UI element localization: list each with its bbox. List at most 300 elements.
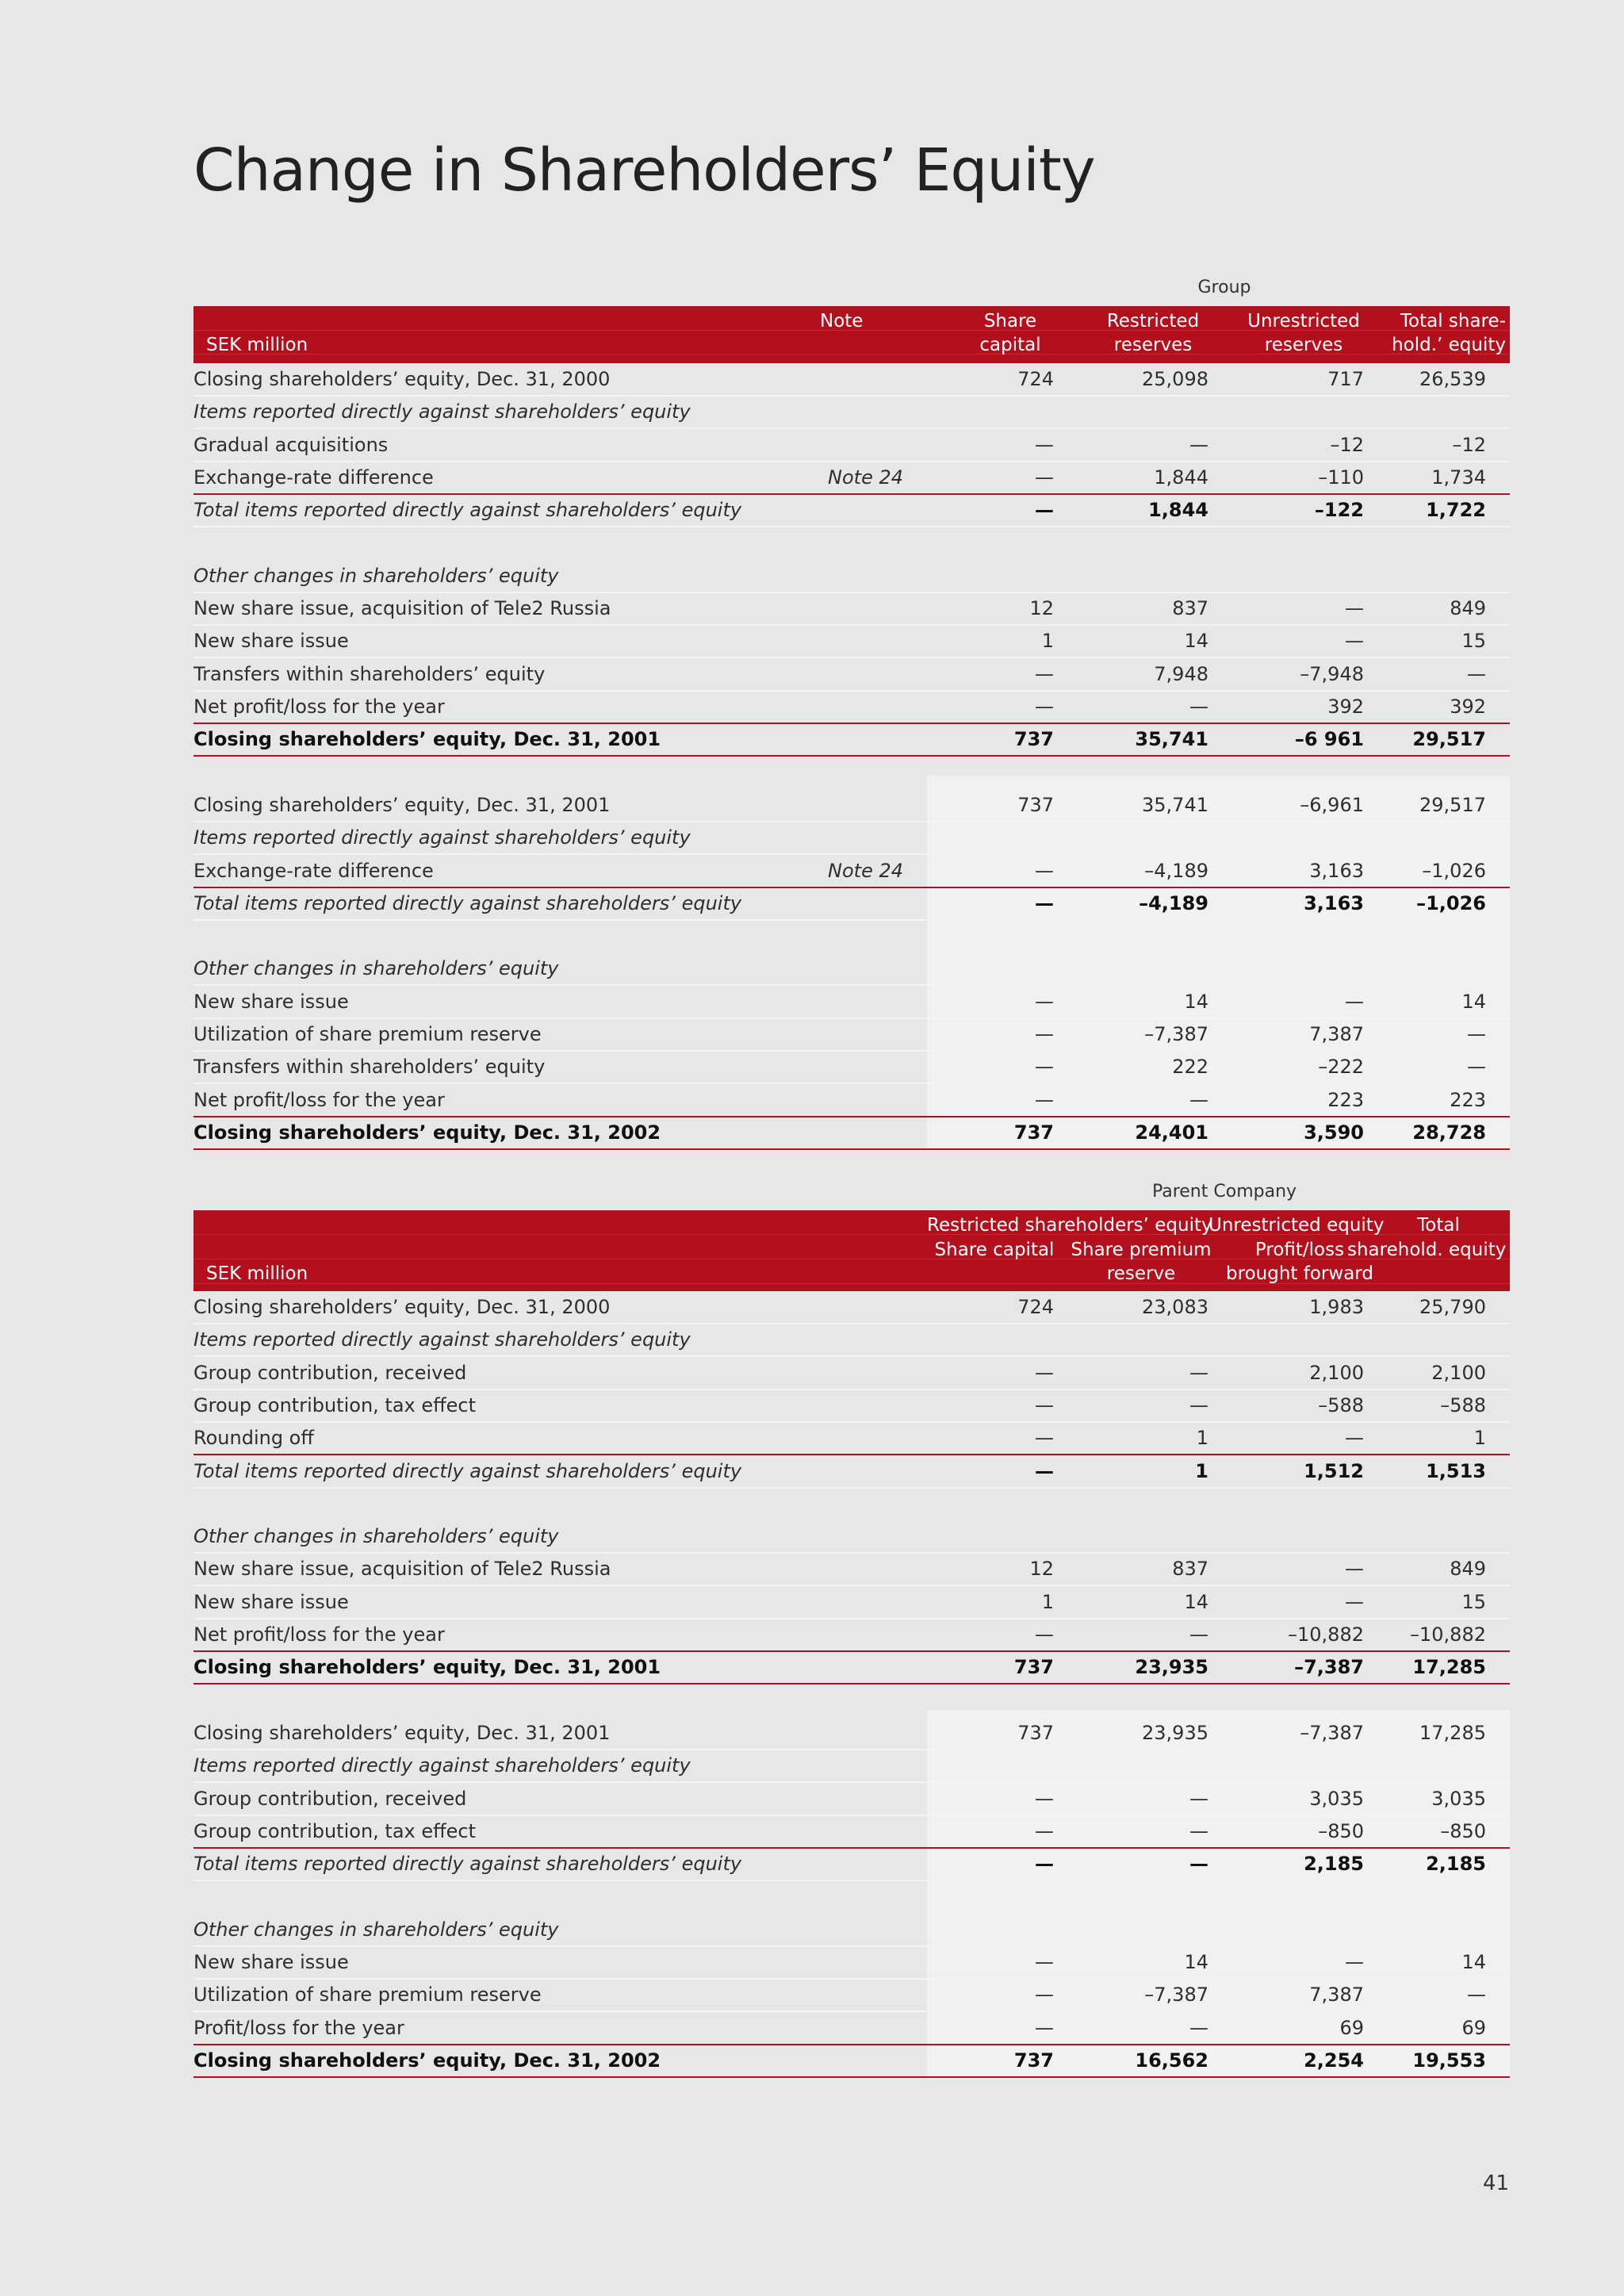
cell-col-1: 737 <box>1013 1121 1054 1144</box>
cell-col-4: –1,026 <box>1422 859 1486 882</box>
cell-col-4: –850 <box>1440 1819 1486 1842</box>
cell-col-4: 849 <box>1450 597 1486 620</box>
cell-col-2: — <box>1189 2016 1208 2039</box>
cell-col-1: — <box>1035 1951 1054 1973</box>
header-unrestricted-1: Unrestricted <box>1247 311 1360 332</box>
cell-col-1: — <box>1035 1361 1054 1384</box>
cell-col-2: 25,098 <box>1142 368 1208 390</box>
cell-col-4: 1 <box>1473 1427 1486 1450</box>
cell-col-1: — <box>1035 696 1054 718</box>
row-note <box>800 1816 903 1847</box>
row-label: Rounding off <box>193 1427 314 1450</box>
cell-col-3: 2,254 <box>1304 2049 1364 2072</box>
header-total-1: Total share- <box>1400 311 1506 332</box>
row-label: Closing shareholders’ equity, Dec. 31, 2001 <box>193 728 661 751</box>
cell-col-4 <box>1367 921 1486 952</box>
cell-col-4: 392 <box>1450 696 1486 718</box>
row-note <box>800 659 903 690</box>
row-note <box>800 528 903 559</box>
cell-col-2 <box>1066 1915 1208 1945</box>
cell-col-2: 7,948 <box>1154 662 1208 685</box>
cell-col-4: 849 <box>1450 1558 1486 1581</box>
cell-col-2: 14 <box>1184 990 1208 1013</box>
cell-col-4: 26,539 <box>1419 368 1486 390</box>
header-share-capital-2: capital <box>979 335 1041 355</box>
cell-col-1: — <box>1035 662 1054 685</box>
cell-col-4: 14 <box>1461 990 1486 1013</box>
cell-col-1 <box>911 1685 1054 1716</box>
cell-col-1: — <box>1035 1819 1054 1842</box>
table-row <box>193 790 1510 822</box>
cell-col-1: 1 <box>1041 1590 1054 1613</box>
cell-col-3: 223 <box>1327 1088 1364 1111</box>
row-note <box>800 822 903 853</box>
cell-col-1 <box>911 822 1054 853</box>
parent-equity-table <box>193 1179 1510 2083</box>
table-row <box>193 1390 1510 1423</box>
cell-col-1 <box>911 528 1054 559</box>
row-note <box>800 1750 903 1781</box>
cell-col-3: –222 <box>1318 1056 1364 1079</box>
row-note <box>800 2013 903 2044</box>
cell-col-2: — <box>1189 1393 1208 1416</box>
row-label: Closing shareholders’ equity, Dec. 31, 2001 <box>193 1656 661 1679</box>
row-label: Utilization of share premium reserve <box>193 1984 542 2007</box>
table-row <box>193 1324 1510 1357</box>
row-label: Items reported directly against shareholders’ equity <box>193 401 691 424</box>
cell-col-2 <box>1066 561 1208 592</box>
row-note <box>800 692 903 723</box>
cell-col-2: –7,387 <box>1144 1023 1208 1045</box>
cell-col-3 <box>1221 1881 1364 1912</box>
cell-col-1: 724 <box>1017 1296 1054 1318</box>
table-row <box>193 1980 1510 2012</box>
row-note <box>800 1652 903 1683</box>
cell-col-2: –4,189 <box>1139 891 1208 914</box>
cell-col-4 <box>1367 757 1486 788</box>
table-row <box>193 1881 1510 1914</box>
cell-col-4: 3,035 <box>1431 1787 1486 1810</box>
cell-col-1 <box>911 757 1054 788</box>
cell-col-3 <box>1221 1324 1364 1355</box>
cell-col-3: — <box>1345 990 1364 1013</box>
table-row <box>193 1816 1510 1849</box>
cell-col-2: 14 <box>1184 1590 1208 1613</box>
table-row <box>193 1554 1510 1586</box>
cell-col-1: — <box>1035 1427 1054 1450</box>
table-row <box>193 692 1510 724</box>
cell-col-4: 1,722 <box>1426 499 1486 522</box>
cell-col-3: –7,387 <box>1300 1721 1364 1744</box>
cell-col-4: 19,553 <box>1412 2049 1486 2072</box>
cell-col-2: 837 <box>1172 597 1208 620</box>
table-row <box>193 757 1510 790</box>
cell-col-1 <box>911 561 1054 592</box>
table-row <box>193 561 1510 593</box>
cell-col-3: 3,163 <box>1304 891 1364 914</box>
header-unrestricted-2: reserves <box>1264 335 1343 355</box>
cell-col-1: — <box>1035 990 1054 1013</box>
row-note <box>800 921 903 952</box>
cell-col-2: 1,844 <box>1148 499 1208 522</box>
cell-col-3: — <box>1345 597 1364 620</box>
row-label: Closing shareholders’ equity, Dec. 31, 2000 <box>193 368 611 390</box>
row-label: New share issue <box>193 1951 349 1973</box>
table-row <box>193 364 1510 397</box>
row-label: Total items reported directly against shareholders’ equity <box>193 891 742 914</box>
cell-col-1: 737 <box>1013 1656 1054 1679</box>
cell-col-1: — <box>1035 2016 1054 2039</box>
cell-col-1: — <box>1035 1056 1054 1079</box>
cell-col-3: 3,035 <box>1309 1787 1364 1810</box>
row-label: Items reported directly against shareholders’ equity <box>193 1328 691 1351</box>
cell-col-1 <box>911 953 1054 984</box>
row-note <box>800 1292 903 1323</box>
row-note <box>800 1052 903 1083</box>
table-row <box>193 2013 1510 2045</box>
cell-col-4: — <box>1467 1023 1486 1045</box>
page-number: 41 <box>1483 2171 1510 2195</box>
table-row <box>193 1652 1510 1685</box>
table-row <box>193 822 1510 855</box>
cell-col-4: — <box>1467 1984 1486 2007</box>
cell-col-2 <box>1066 1750 1208 1781</box>
table-row <box>193 1019 1510 1052</box>
cell-col-1: — <box>1035 1984 1054 2007</box>
cell-col-3: –6 961 <box>1294 728 1364 751</box>
row-note <box>800 1358 903 1389</box>
row-note <box>800 1980 903 2010</box>
cell-col-1: — <box>1035 1393 1054 1416</box>
cell-col-4 <box>1367 397 1486 427</box>
row-label: Profit/loss for the year <box>193 2016 404 2039</box>
table-row <box>193 593 1510 626</box>
cell-col-3: 3,163 <box>1309 859 1364 882</box>
cell-col-4 <box>1367 528 1486 559</box>
cell-col-3 <box>1221 1750 1364 1781</box>
row-label: Total items reported directly against shareholders’ equity <box>193 1853 742 1876</box>
table-row <box>193 1619 1510 1652</box>
cell-col-1: — <box>1035 1088 1054 1111</box>
cell-col-1 <box>911 921 1054 952</box>
cell-col-2: 14 <box>1184 1951 1208 1973</box>
cell-col-2: — <box>1189 696 1208 718</box>
parent-label: Parent Company <box>1151 1182 1297 1202</box>
cell-col-1: 724 <box>1017 368 1054 390</box>
table-row <box>193 1915 1510 1947</box>
cell-col-3: 69 <box>1339 2016 1364 2039</box>
cell-col-4: 223 <box>1450 1088 1486 1111</box>
row-note <box>800 1685 903 1716</box>
row-note <box>800 1521 903 1552</box>
row-note <box>800 1019 903 1050</box>
table-row <box>193 1292 1510 1324</box>
cell-col-1 <box>911 1521 1054 1552</box>
cell-col-3: –10,882 <box>1288 1623 1364 1646</box>
cell-col-1: — <box>1035 1459 1054 1482</box>
cell-col-3: 7,387 <box>1309 1023 1364 1045</box>
row-label: New share issue <box>193 990 349 1013</box>
cell-col-1: 737 <box>1013 728 1054 751</box>
cell-col-3: 2,100 <box>1309 1361 1364 1384</box>
row-label: Net profit/loss for the year <box>193 696 445 718</box>
table-row <box>193 462 1510 495</box>
table-row <box>193 528 1510 561</box>
row-note <box>800 1489 903 1520</box>
table-row <box>193 495 1510 527</box>
cell-col-4: 2,185 <box>1426 1853 1486 1876</box>
cell-col-2: 35,741 <box>1142 793 1208 816</box>
table-row <box>193 953 1510 986</box>
row-note <box>800 626 903 657</box>
cell-col-4: –12 <box>1452 433 1486 456</box>
row-label: New share issue, acquisition of Tele2 Russia <box>193 597 611 620</box>
row-label: Net profit/loss for the year <box>193 1088 445 1111</box>
table-row <box>193 1849 1510 1881</box>
header-sek-million: SEK million <box>206 335 308 355</box>
row-label: Closing shareholders’ equity, Dec. 31, 2002 <box>193 1121 661 1144</box>
cell-col-1: — <box>1035 1623 1054 1646</box>
row-label: Other changes in shareholders’ equity <box>193 564 559 587</box>
table-row <box>193 888 1510 921</box>
header-share-premium-2: reserve <box>1106 1263 1176 1284</box>
cell-col-4: 14 <box>1461 1951 1486 1973</box>
row-note <box>800 987 903 1018</box>
cell-col-4: 1,513 <box>1426 1459 1486 1482</box>
cell-col-2: 24,401 <box>1135 1121 1208 1144</box>
row-note <box>800 724 903 755</box>
row-note <box>800 495 903 526</box>
cell-col-4: 15 <box>1461 630 1486 653</box>
parent-table-header <box>193 1210 1510 1291</box>
cell-col-3 <box>1221 561 1364 592</box>
row-label: Group contribution, tax effect <box>193 1393 477 1416</box>
cell-col-3: 717 <box>1327 368 1364 390</box>
row-note <box>800 364 903 395</box>
table-row <box>193 856 1510 888</box>
cell-col-2: — <box>1189 1819 1208 1842</box>
row-note <box>800 1390 903 1421</box>
cell-col-4: –1,026 <box>1416 891 1486 914</box>
header-unrestricted-equity-group: Unrestricted equity <box>1208 1215 1385 1236</box>
row-label: New share issue, acquisition of Tele2 Russia <box>193 1558 611 1581</box>
cell-col-1: 12 <box>1029 597 1054 620</box>
row-label: Transfers within shareholders’ equity <box>193 1056 546 1079</box>
header-restricted-equity-group: Restricted shareholders’ equity <box>927 1215 1212 1236</box>
row-note <box>800 1587 903 1618</box>
table-row <box>193 659 1510 692</box>
table-row <box>193 430 1510 462</box>
cell-col-1: — <box>1035 433 1054 456</box>
cell-col-2: 1 <box>1195 1459 1208 1482</box>
cell-col-1 <box>911 1324 1054 1355</box>
table-row <box>193 1718 1510 1750</box>
cell-col-4: 17,285 <box>1419 1721 1486 1744</box>
cell-col-4: 29,517 <box>1412 728 1486 751</box>
cell-col-4: — <box>1467 662 1486 685</box>
row-label: Utilization of share premium reserve <box>193 1023 542 1045</box>
table-row <box>193 2045 1510 2078</box>
row-note <box>800 1947 903 1978</box>
cell-col-3: –588 <box>1318 1393 1364 1416</box>
cell-col-3 <box>1221 822 1364 853</box>
cell-col-2: — <box>1189 1361 1208 1384</box>
cell-col-3: –6,961 <box>1300 793 1364 816</box>
row-label: Transfers within shareholders’ equity <box>193 662 546 685</box>
cell-col-1: — <box>1035 1023 1054 1045</box>
cell-col-2 <box>1066 1685 1208 1716</box>
row-label: Gradual acquisitions <box>193 433 389 456</box>
cell-col-1 <box>911 1881 1054 1912</box>
cell-col-1 <box>911 397 1054 427</box>
row-label: Closing shareholders’ equity, Dec. 31, 2001 <box>193 1721 611 1744</box>
header-total-sharehold-equity: sharehold. equity <box>1347 1240 1507 1260</box>
cell-col-3: 392 <box>1327 696 1364 718</box>
row-label: Net profit/loss for the year <box>193 1623 445 1646</box>
header-profit-loss-2: brought forward <box>1226 1263 1373 1284</box>
cell-col-1: 737 <box>1017 1721 1054 1744</box>
group-equity-table <box>193 274 1510 1155</box>
table-row <box>193 724 1510 757</box>
cell-col-3: –850 <box>1318 1819 1364 1842</box>
cell-col-2: 16,562 <box>1135 2049 1208 2072</box>
cell-col-4 <box>1367 822 1486 853</box>
cell-col-4: 28,728 <box>1412 1121 1486 1144</box>
row-note <box>800 953 903 984</box>
table-row <box>193 1456 1510 1489</box>
cell-col-2: –7,387 <box>1144 1984 1208 2007</box>
cell-col-1: — <box>1035 499 1054 522</box>
cell-col-4: 29,517 <box>1419 793 1486 816</box>
cell-col-2: 1 <box>1196 1427 1208 1450</box>
cell-col-1: 737 <box>1017 793 1054 816</box>
cell-col-1: — <box>1035 466 1054 489</box>
table-row <box>193 1423 1510 1455</box>
table-row <box>193 987 1510 1019</box>
cell-col-3: 3,590 <box>1304 1121 1364 1144</box>
row-label: Other changes in shareholders’ equity <box>193 1918 559 1941</box>
row-label: Closing shareholders’ equity, Dec. 31, 2002 <box>193 2049 661 2072</box>
row-note <box>800 757 903 788</box>
cell-col-4: –588 <box>1440 1393 1486 1416</box>
cell-col-3: –7,948 <box>1300 662 1364 685</box>
cell-col-4: 2,100 <box>1431 1361 1486 1384</box>
row-label: Group contribution, received <box>193 1787 467 1810</box>
table-row <box>193 1117 1510 1150</box>
row-note <box>800 1718 903 1749</box>
table-row <box>193 626 1510 658</box>
cell-col-2 <box>1066 1881 1208 1912</box>
cell-col-2: — <box>1189 1623 1208 1646</box>
cell-col-2: — <box>1189 433 1208 456</box>
table-row <box>193 1947 1510 1980</box>
cell-col-1: — <box>1035 1853 1054 1876</box>
row-label: Other changes in shareholders’ equity <box>193 957 559 980</box>
cell-col-2 <box>1066 528 1208 559</box>
row-note <box>800 593 903 624</box>
row-label: Total items reported directly against shareholders’ equity <box>193 499 742 522</box>
table-row <box>193 1489 1510 1521</box>
row-label: Group contribution, tax effect <box>193 1819 477 1842</box>
row-note <box>800 1881 903 1912</box>
table-row <box>193 921 1510 953</box>
row-note <box>800 790 903 821</box>
row-note <box>800 1085 903 1116</box>
cell-col-1 <box>911 1750 1054 1781</box>
cell-col-2: 1,844 <box>1154 466 1208 489</box>
row-label: Exchange-rate difference <box>193 859 434 882</box>
cell-col-4 <box>1367 953 1486 984</box>
cell-col-1: 737 <box>1013 2049 1054 2072</box>
cell-col-2 <box>1066 921 1208 952</box>
cell-col-3: –122 <box>1314 499 1364 522</box>
row-note: Note 24 <box>828 466 903 489</box>
row-note <box>800 1554 903 1585</box>
row-note <box>800 888 903 919</box>
cell-col-4 <box>1367 1685 1486 1716</box>
group-label: Group <box>1197 278 1251 297</box>
cell-col-3: –110 <box>1318 466 1364 489</box>
cell-col-1 <box>911 1915 1054 1945</box>
cell-col-3: –12 <box>1330 433 1364 456</box>
cell-col-1: — <box>1035 859 1054 882</box>
cell-col-4 <box>1367 1521 1486 1552</box>
page-title: Change in Shareholders’ Equity <box>193 136 1095 205</box>
cell-col-2: 35,741 <box>1135 728 1208 751</box>
row-note <box>800 1619 903 1650</box>
cell-col-2: 23,935 <box>1135 1656 1208 1679</box>
cell-col-2 <box>1066 1324 1208 1355</box>
cell-col-3: 2,185 <box>1304 1853 1364 1876</box>
cell-col-3: 1,512 <box>1304 1459 1364 1482</box>
cell-col-3: — <box>1345 1951 1364 1973</box>
table-row <box>193 1521 1510 1554</box>
header-total-top: Total <box>1417 1215 1460 1236</box>
cell-col-3 <box>1221 921 1364 952</box>
cell-col-2 <box>1066 822 1208 853</box>
header-share-capital-1: Share <box>983 311 1037 332</box>
header-restricted-1: Restricted <box>1106 311 1200 332</box>
cell-col-4: 69 <box>1461 2016 1486 2039</box>
row-label: Closing shareholders’ equity, Dec. 31, 2000 <box>193 1296 611 1318</box>
header-share-premium-1: Share premium <box>1071 1240 1212 1260</box>
table-row <box>193 1685 1510 1718</box>
row-note <box>800 1324 903 1355</box>
cell-col-4: 1,734 <box>1431 466 1486 489</box>
row-note: Note 24 <box>828 859 903 882</box>
cell-col-4 <box>1367 1489 1486 1520</box>
cell-col-1: — <box>1035 1787 1054 1810</box>
cell-col-4 <box>1367 561 1486 592</box>
cell-col-2: 14 <box>1184 630 1208 653</box>
cell-col-3: — <box>1345 630 1364 653</box>
cell-col-4 <box>1367 1915 1486 1945</box>
header-sek-million: SEK million <box>206 1263 308 1284</box>
row-note <box>800 1456 903 1487</box>
cell-col-3: — <box>1345 1590 1364 1613</box>
cell-col-2: –4,189 <box>1144 859 1208 882</box>
cell-col-4: 17,285 <box>1412 1656 1486 1679</box>
row-label: Group contribution, received <box>193 1361 467 1384</box>
row-note <box>800 1849 903 1880</box>
table-row <box>193 1052 1510 1084</box>
cell-col-1: 1 <box>1041 630 1054 653</box>
cell-col-2: 23,935 <box>1142 1721 1208 1744</box>
table-row <box>193 1358 1510 1390</box>
row-note <box>800 430 903 461</box>
table-row <box>193 397 1510 429</box>
cell-col-3: –7,387 <box>1294 1656 1364 1679</box>
